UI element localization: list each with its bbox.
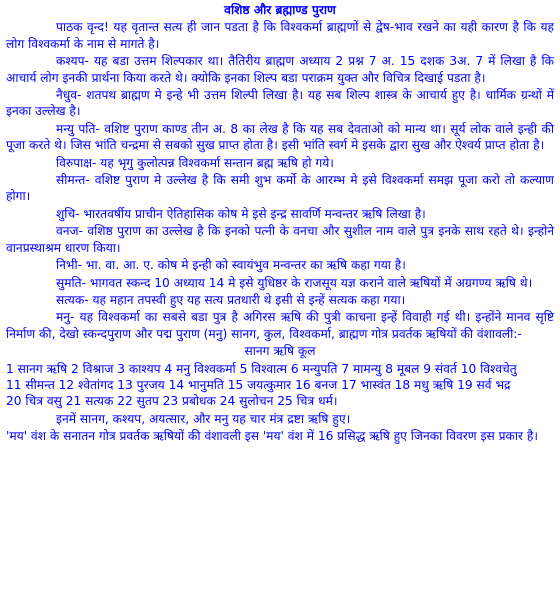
paragraph: नैधुव- शतपथ ब्राह्मण मे इन्हे भी उत्तम शिल्पी लिखा है। यह सब शिल्प शास्त्र के आचार्य हुए है। धार्मिक ग्रन्थों में इनका उल्लेख है।	[6, 88, 554, 119]
paragraph: वनज- वशिष्ठ पुराण का उल्लेख है कि इनको पत्नी के वनचा और सुशील नाम वाले पुत्र इनके साथ रहते थे। इन्होने वानप्रस्थाश्रम धारण किया।	[6, 224, 554, 255]
paragraph: मनु- यह विश्वकर्मा का सबसे बडा पुत्र है अगिरस ऋषि की पुत्री काचना इन्हें विवाही गई थी। इन्होंने मानव सृष्टि निर्माण की, देखो स्कन्दपुराण और पद्म पुराण (मनु) सानग, कुल, विश्वकर्मा, ब्राह्मण गोत्र प्रवर्तक ऋषियों की वंशावली:-	[6, 310, 554, 341]
paragraph: सुमति- भागवत स्कन्द 10 अध्याय 14 मे इसे युधिष्ठर के राजसूय यज्ञ कराने वाले ऋषियों में अग्रगण्य ऋषि थे।	[56, 275, 533, 290]
list-item: 17 भास्वंत	[341, 377, 391, 392]
closing-paragraph: 'मय' वंश के सनातन गोत्र प्रवर्तक ऋषियों की वंशावली इस 'मय' वंश में 16 प्रसिद्ध ऋषि हुए जिनका विवरण इस प्रकार है।	[6, 429, 538, 444]
paragraph: कश्यप- यह बडा उत्तम शिल्पकार था। तैतिरीय ब्राह्मण अध्याय 2 प्रश्न 7 अ. 15 दशक 3अ. 7 में लिखा है कि आचार्य लोग इनकी प्रार्थना किया करते थे। क्योकि इनका शिल्प बडा पराक्रम युक्त और विचित्र दिखाई पडता है।	[6, 54, 554, 85]
list-item: 14 भानुमति	[168, 377, 224, 392]
paragraph: शुचि- भारतवर्षीय प्राचीन ऐतिहासिक कोष मे इसे इन्द्र सावर्णि मन्वन्तर ऋषि लिखा है।	[56, 206, 426, 221]
list-item: 2 विश्राज	[71, 361, 114, 376]
list-item: 4 मनु विश्वकर्मा	[164, 361, 236, 376]
list-item: 11 सीमन्त	[6, 377, 55, 392]
paragraph: विरुपाक्ष- यह भृगु कुलोत्पन्न विश्वकर्मा सन्तान ब्रह्म ऋषि हो गये।	[56, 155, 334, 170]
list-item: 16 बनज	[295, 377, 338, 392]
list-item: 15 जयत्कुमार	[227, 377, 292, 392]
list-item: 6 मन्युपति	[290, 361, 338, 376]
paragraph: मन्यु पति- वशिष्ट पुराण काण्ड तीन अ. 8 का लेख है कि यह सब देवताओ को मान्य था। सूर्य लोक वाले इन्ही की पूजा करते थे। जिस भांति चन्द्रमा से सबको सुख प्राप्त होता है। इसी भांति स्वर्ग मे इसके द्वारा सुख और ऐश्वर्य प्राप्त होता है।	[6, 121, 554, 153]
list-item: 25 चित्र धर्म।	[277, 394, 338, 409]
list-item: 12 श्वेतांगद	[58, 377, 114, 392]
paragraph: निभी- भा. वा. आ. ए. कोष मे इन्ही को स्वायंभुव मन्वन्तर का ऋषि कहा गया है।	[56, 258, 406, 273]
paragraph: पाठक वृन्द! यह वृतान्त सत्य ही जान पडता है कि विश्वकर्मा ब्राह्मणों से द्वेष-भाव रखने का यही कारण है कि यह लोग विश्वकर्मा के नाम से मागते है।	[6, 20, 554, 51]
list-item: 24 सुलोचन	[219, 394, 274, 409]
paragraph: सीमन्त- वशिष्ट पुराण मे उल्लेख है कि समी शुभ कर्मो के आरम्भ मे इसे विश्वकर्मा समझ पूजा करो तो कल्याण होगा।	[6, 173, 554, 204]
list-item: 13 पुरजय	[117, 377, 165, 392]
rishi-list	[6, 361, 554, 410]
closing-paragraph: इनमें सानग, कश्यप, अयत्सार, और मनु यह चार मंत्र द्रष्टा ऋषि हुए।	[56, 411, 351, 426]
list-item: 20 चित्र वसु	[6, 394, 62, 409]
page-title: वशिष्ठ और ब्रह्माण्ड पुराण	[224, 3, 336, 17]
list-item: 8 मूबल	[385, 361, 420, 376]
subheading: सानग ऋषि कूल	[244, 344, 316, 359]
list-item: 22 सुतप	[117, 394, 159, 409]
list-item: 21 सत्यक	[65, 394, 114, 409]
list-item: 18 मधु ऋषि	[394, 377, 454, 392]
list-item: 19 सर्व भद्र	[457, 377, 511, 392]
list-item: 7 मामन्यु	[341, 361, 382, 376]
list-item: 5 विश्वात्म	[239, 361, 287, 376]
list-item: 23 प्रबोधक	[162, 394, 216, 409]
list-item: 3 काश्यप	[117, 361, 161, 376]
list-item: 1 सानग ऋषि	[6, 361, 68, 376]
list-item: 9 संवर्त	[423, 361, 457, 376]
list-item: 10 विश्वचेतु	[460, 361, 517, 376]
paragraph: सत्यक- यह महान तपस्वी हुए यह सत्य प्रतधारी थे इसी से इन्हें सत्यक कहा गया।	[56, 292, 406, 307]
